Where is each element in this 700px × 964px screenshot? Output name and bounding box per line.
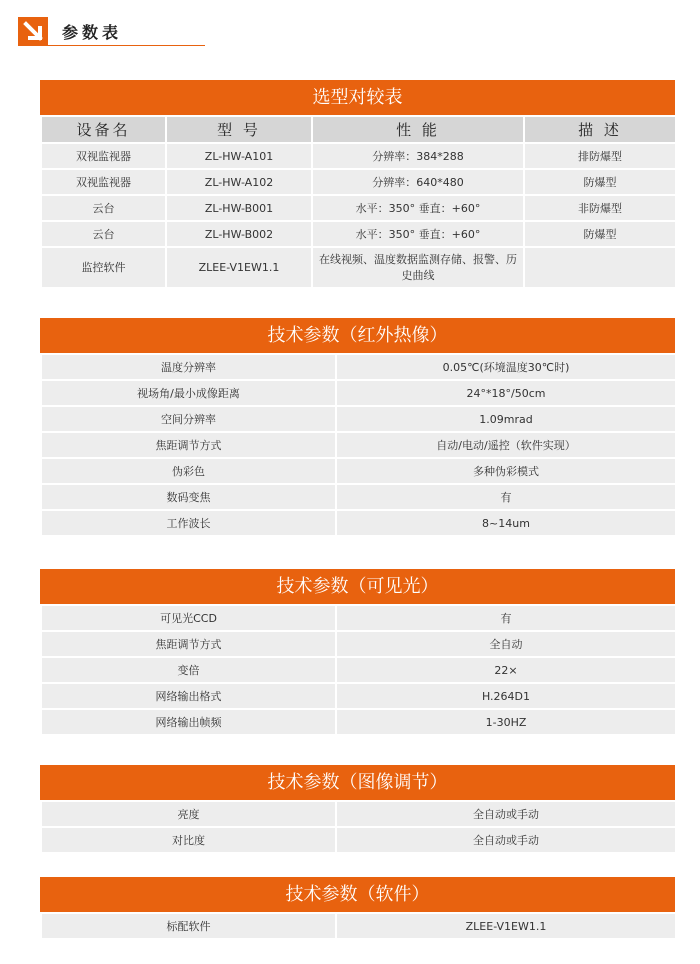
header-description: 描 述 (524, 116, 676, 143)
table-row (41, 683, 676, 709)
image-adjust-title: 技术参数（图像调节） (40, 765, 675, 800)
param-label: 变倍 (41, 657, 336, 683)
param-label: 视场角/最小成像距离 (41, 380, 336, 406)
table-row (41, 458, 676, 484)
description-cell: 排防爆型 (524, 143, 676, 169)
comparison-section (40, 80, 675, 289)
device-cell: 云台 (41, 195, 166, 221)
model-cell: ZL-HW-B001 (166, 195, 312, 221)
param-label: 焦距调节方式 (41, 432, 336, 458)
software-title: 技术参数（软件） (40, 877, 675, 912)
visible-section (40, 569, 675, 736)
visible-title: 技术参数（可见光） (40, 569, 675, 604)
table-row (41, 605, 676, 631)
header-underline (48, 45, 205, 46)
model-cell: ZL-HW-A102 (166, 169, 312, 195)
param-value: 22× (336, 657, 676, 683)
param-value: 自动/电动/遥控（软件实现） (336, 432, 676, 458)
performance-cell: 分辨率：640*480 (312, 169, 524, 195)
param-value: 0.05℃(环境温度30℃时) (336, 354, 676, 380)
device-cell: 监控软件 (41, 247, 166, 288)
param-value: 全自动 (336, 631, 676, 657)
header-device: 设备名 (41, 116, 166, 143)
description-cell: 防爆型 (524, 221, 676, 247)
param-label: 亮度 (41, 801, 336, 827)
param-label: 可见光CCD (41, 605, 336, 631)
infrared-section (40, 318, 675, 537)
performance-cell: 在线视频、温度数据监测存储、报警、历史曲线 (312, 247, 524, 288)
param-label: 网络输出帧频 (41, 709, 336, 735)
param-value: 全自动或手动 (336, 801, 676, 827)
page-header (18, 17, 188, 47)
visible-table (40, 604, 677, 736)
comparison-header-row (41, 116, 676, 143)
param-label: 网络输出格式 (41, 683, 336, 709)
arrow-logo-icon (18, 17, 48, 46)
table-row (41, 801, 676, 827)
table-row (41, 221, 676, 247)
table-row (41, 380, 676, 406)
device-cell: 云台 (41, 221, 166, 247)
comparison-title: 选型对较表 (40, 80, 675, 115)
comparison-table (40, 115, 677, 289)
model-cell: ZL-HW-B002 (166, 221, 312, 247)
table-row (41, 195, 676, 221)
param-value: ZLEE-V1EW1.1 (336, 913, 676, 939)
table-row (41, 247, 676, 288)
image-adjust-table (40, 800, 677, 854)
table-row (41, 406, 676, 432)
device-cell: 双视监视器 (41, 169, 166, 195)
param-value: 1-30HZ (336, 709, 676, 735)
param-value: 24°*18°/50cm (336, 380, 676, 406)
table-row (41, 657, 676, 683)
table-row (41, 631, 676, 657)
table-row (41, 143, 676, 169)
param-label: 数码变焦 (41, 484, 336, 510)
header-model: 型 号 (166, 116, 312, 143)
table-row (41, 354, 676, 380)
image-adjust-section (40, 765, 675, 854)
param-value: 多种伪彩模式 (336, 458, 676, 484)
param-label: 标配软件 (41, 913, 336, 939)
model-cell: ZL-HW-A101 (166, 143, 312, 169)
param-value: 有 (336, 484, 676, 510)
description-cell: 非防爆型 (524, 195, 676, 221)
table-row (41, 432, 676, 458)
param-value: 8~14um (336, 510, 676, 536)
performance-cell: 水平：350° 垂直：+60° (312, 221, 524, 247)
performance-cell: 分辨率：384*288 (312, 143, 524, 169)
table-row (41, 169, 676, 195)
page-title: 参数表 (62, 23, 123, 42)
param-label: 工作波长 (41, 510, 336, 536)
table-row (41, 913, 676, 939)
software-table (40, 912, 677, 940)
param-value: 全自动或手动 (336, 827, 676, 853)
table-row (41, 709, 676, 735)
param-label: 温度分辨率 (41, 354, 336, 380)
table-row (41, 484, 676, 510)
device-cell: 双视监视器 (41, 143, 166, 169)
param-label: 空间分辨率 (41, 406, 336, 432)
table-row (41, 827, 676, 853)
param-label: 伪彩色 (41, 458, 336, 484)
param-value: 1.09mrad (336, 406, 676, 432)
infrared-title: 技术参数（红外热像） (40, 318, 675, 353)
description-cell (524, 247, 676, 288)
description-cell: 防爆型 (524, 169, 676, 195)
infrared-table (40, 353, 677, 537)
header-performance: 性 能 (312, 116, 524, 143)
table-row (41, 510, 676, 536)
model-cell: ZLEE-V1EW1.1 (166, 247, 312, 288)
software-section (40, 877, 675, 940)
performance-cell: 水平：350° 垂直：+60° (312, 195, 524, 221)
param-label: 对比度 (41, 827, 336, 853)
param-label: 焦距调节方式 (41, 631, 336, 657)
param-value: H.264D1 (336, 683, 676, 709)
param-value: 有 (336, 605, 676, 631)
